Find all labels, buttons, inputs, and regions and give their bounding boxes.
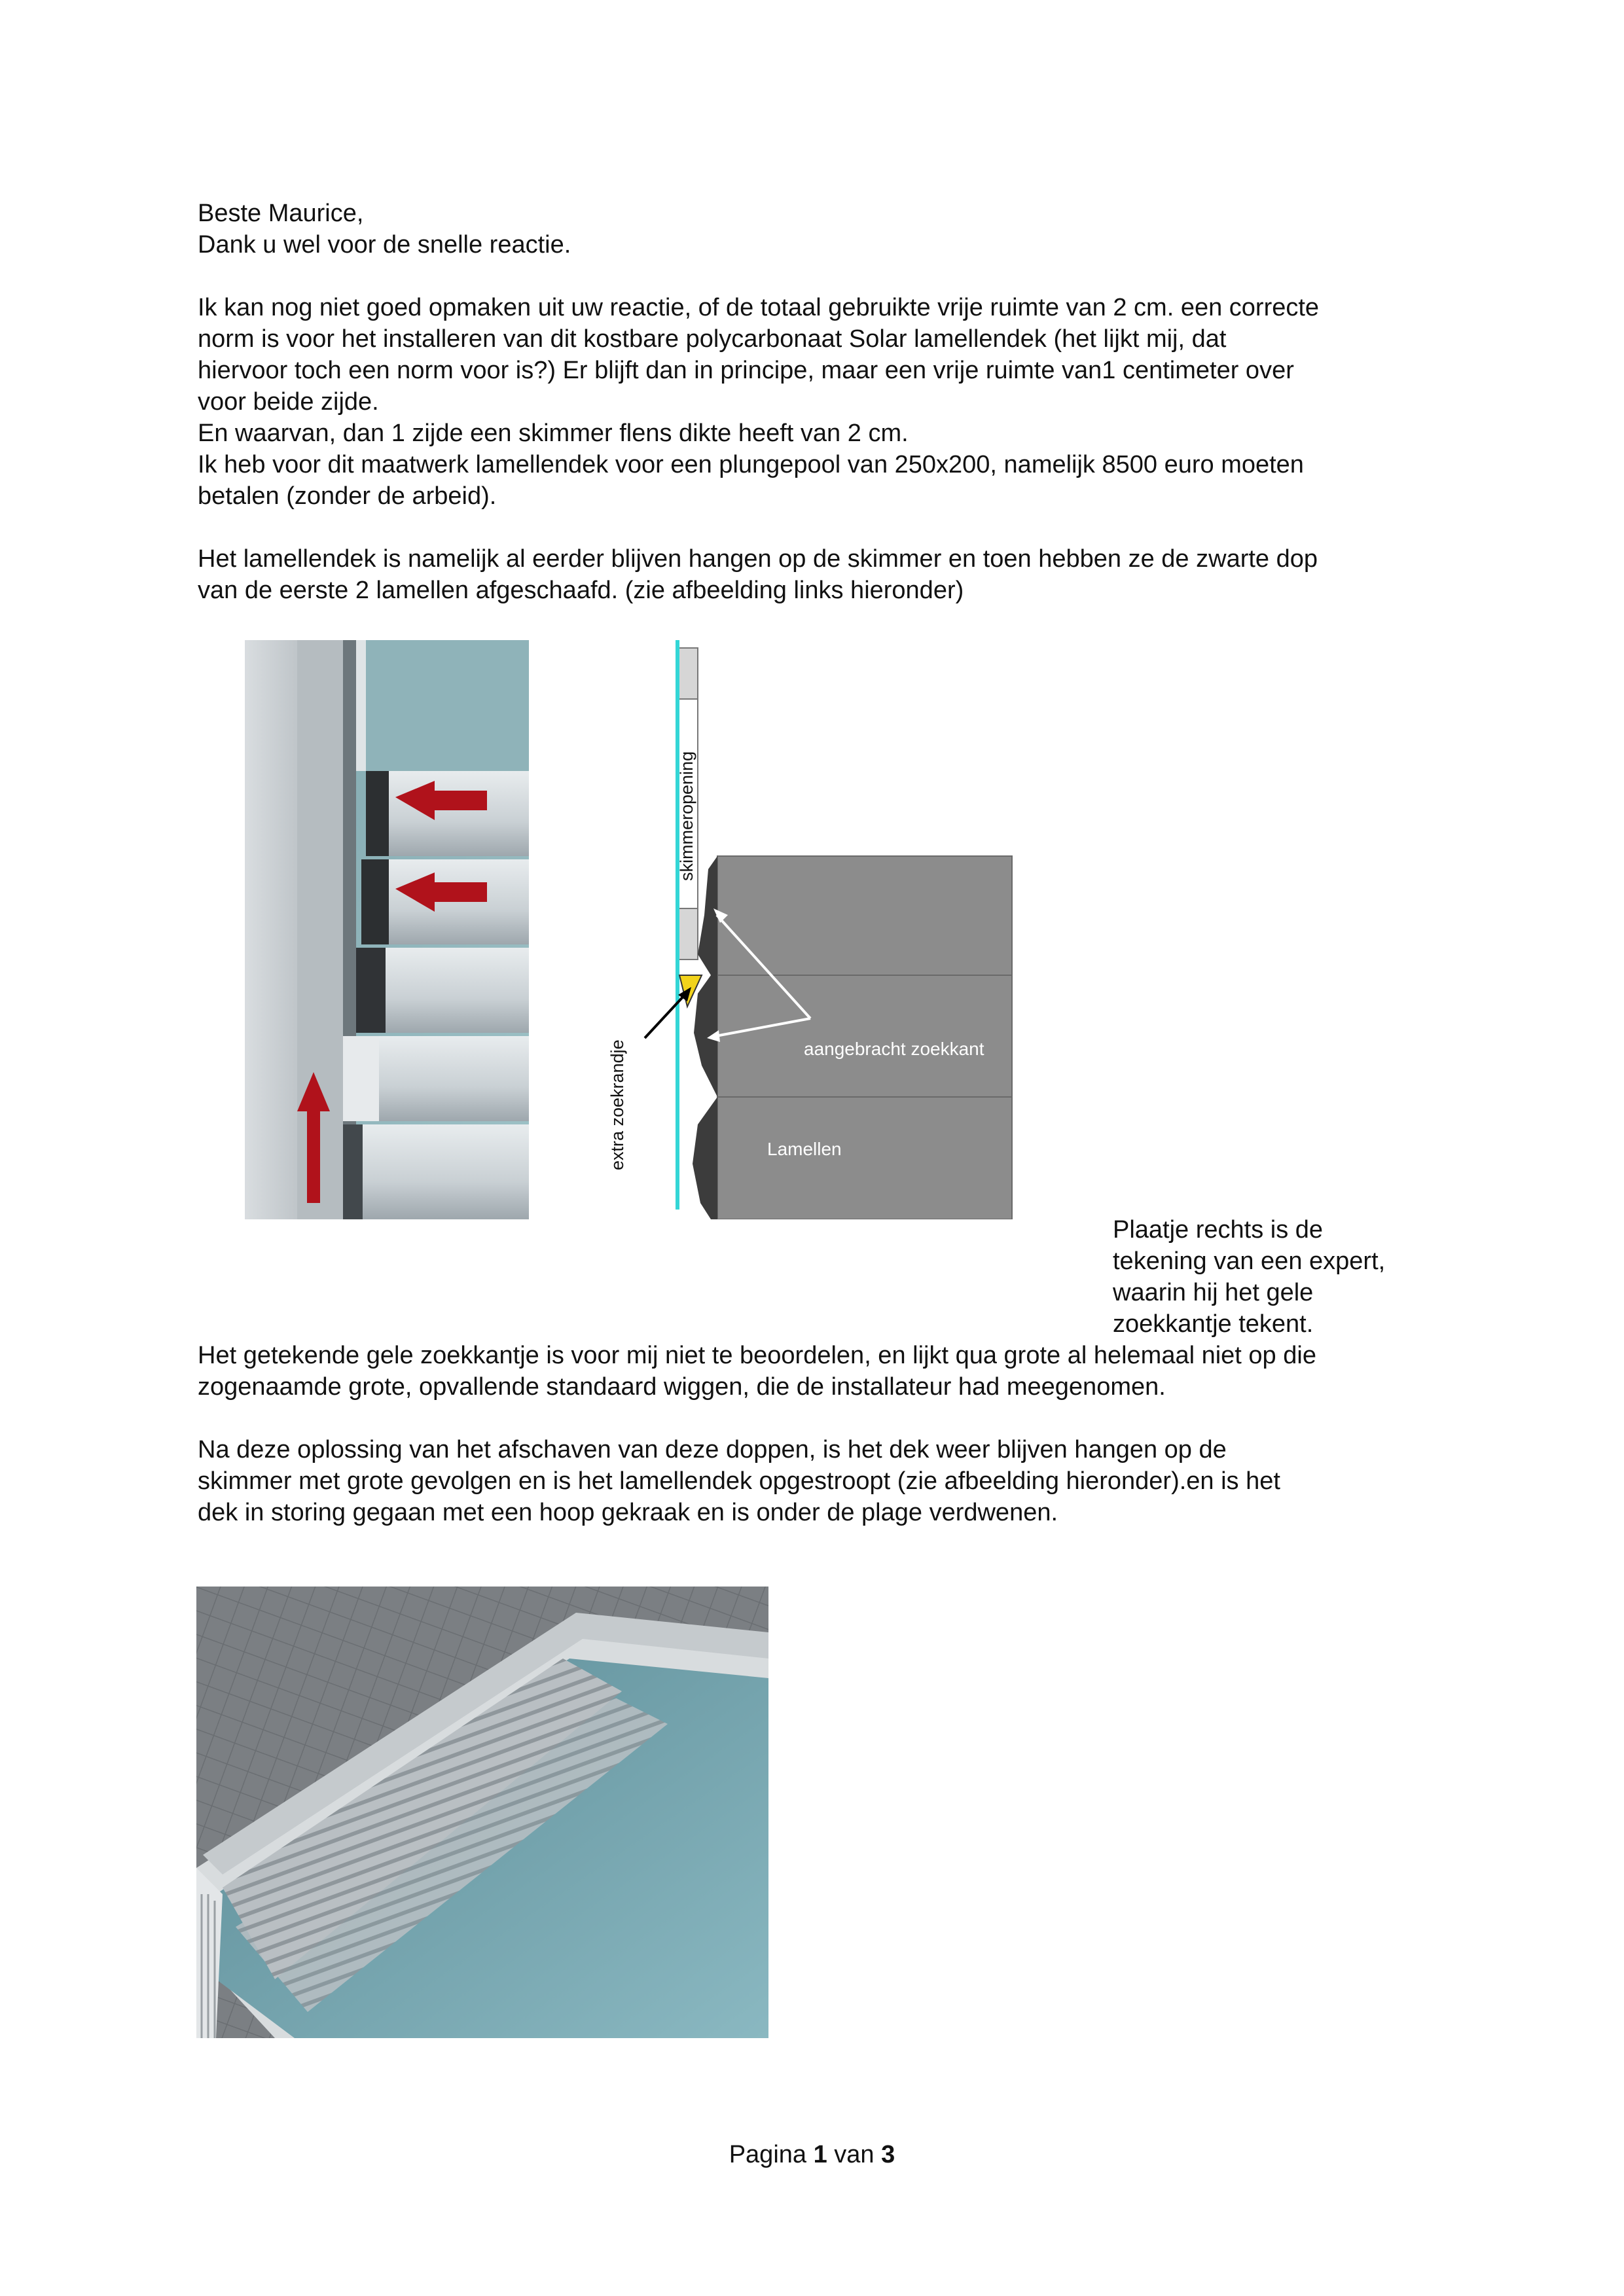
text-line: betalen (zonder de arbeid).: [198, 482, 497, 510]
label-extra-zoekrandje: extra zoekrandje: [607, 1039, 627, 1170]
text-line: tekening van een expert,: [1113, 1247, 1386, 1275]
paragraph-norm: [198, 292, 1319, 512]
photo-pool-cover: [196, 1587, 768, 2038]
photo-slats-closeup: [245, 640, 529, 1219]
label-skimmeropening: skimmeropening: [677, 751, 696, 881]
text-line: Na deze oplossing van het afschaven van deze doppen, is het dek weer blijven hangen op de: [198, 1436, 1227, 1463]
greeting-block: [198, 198, 571, 260]
text-line: skimmer met grote gevolgen en is het lamellendek opgestroopt (zie afbeelding hieronder).en is het: [198, 1467, 1280, 1495]
text-line: Ik heb voor dit maatwerk lamellendek voor een plungepool van 250x200, namelijk 8500 euro moeten: [198, 451, 1304, 478]
text-line: Het getekende gele zoekkantje is voor mij niet te beoordelen, en lijkt qua grote al helemaal niet op die: [198, 1342, 1316, 1369]
text-line: Beste Maurice,: [198, 200, 364, 227]
label-lamellen: Lamellen: [767, 1139, 842, 1159]
footer-total-pages: 3: [881, 2141, 895, 2168]
text-line: norm is voor het installeren van dit kostbare polycarbonaat Solar lamellendek (het lijkt mij, dat: [198, 325, 1227, 353]
text-line: waarin hij het gele: [1113, 1279, 1314, 1306]
footer-middle: van: [834, 2141, 875, 2168]
paragraph-storing: [198, 1434, 1280, 1528]
text-line: dek in storing gegaan met een hoop gekraak en is onder de plage verdwenen.: [198, 1499, 1058, 1526]
text-line: Ik kan nog niet goed opmaken uit uw reactie, of de totaal gebruikte vrije ruimte van 2 cm. een correcte: [198, 294, 1320, 321]
paragraph-skimmer: [198, 543, 1318, 606]
text-line: En waarvan, dan 1 zijde een skimmer flens dikte heeft van 2 cm.: [198, 420, 909, 447]
text-line: zoekkantje tekent.: [1113, 1310, 1314, 1338]
text-line: van de eerste 2 lamellen afgeschaafd. (zie afbeelding links hieronder): [198, 577, 964, 604]
footer-page-number: 1: [813, 2141, 827, 2168]
drawing-caption: [1113, 1214, 1385, 1340]
text-line: Dank u wel voor de snelle reactie.: [198, 231, 571, 259]
paragraph-zoekkantje: [198, 1340, 1316, 1403]
page-footer: [0, 2139, 1624, 2170]
text-line: Het lamellendek is namelijk al eerder blijven hangen op de skimmer en toen hebben ze de zwarte dop: [198, 545, 1318, 573]
label-aangebracht-zoekkant: aangebracht zoekkant: [804, 1039, 984, 1059]
text-line: Plaatje rechts is de: [1113, 1216, 1324, 1244]
text-line: voor beide zijde.: [198, 388, 379, 416]
footer-prefix: Pagina: [729, 2141, 807, 2168]
expert-drawing: [589, 640, 1021, 1219]
text-line: hiervoor toch een norm voor is?) Er blijft dan in principe, maar een vrije ruimte van1 centimeter over: [198, 357, 1294, 384]
text-line: zogenaamde grote, opvallende standaard wiggen, die de installateur had meegenomen.: [198, 1373, 1166, 1401]
